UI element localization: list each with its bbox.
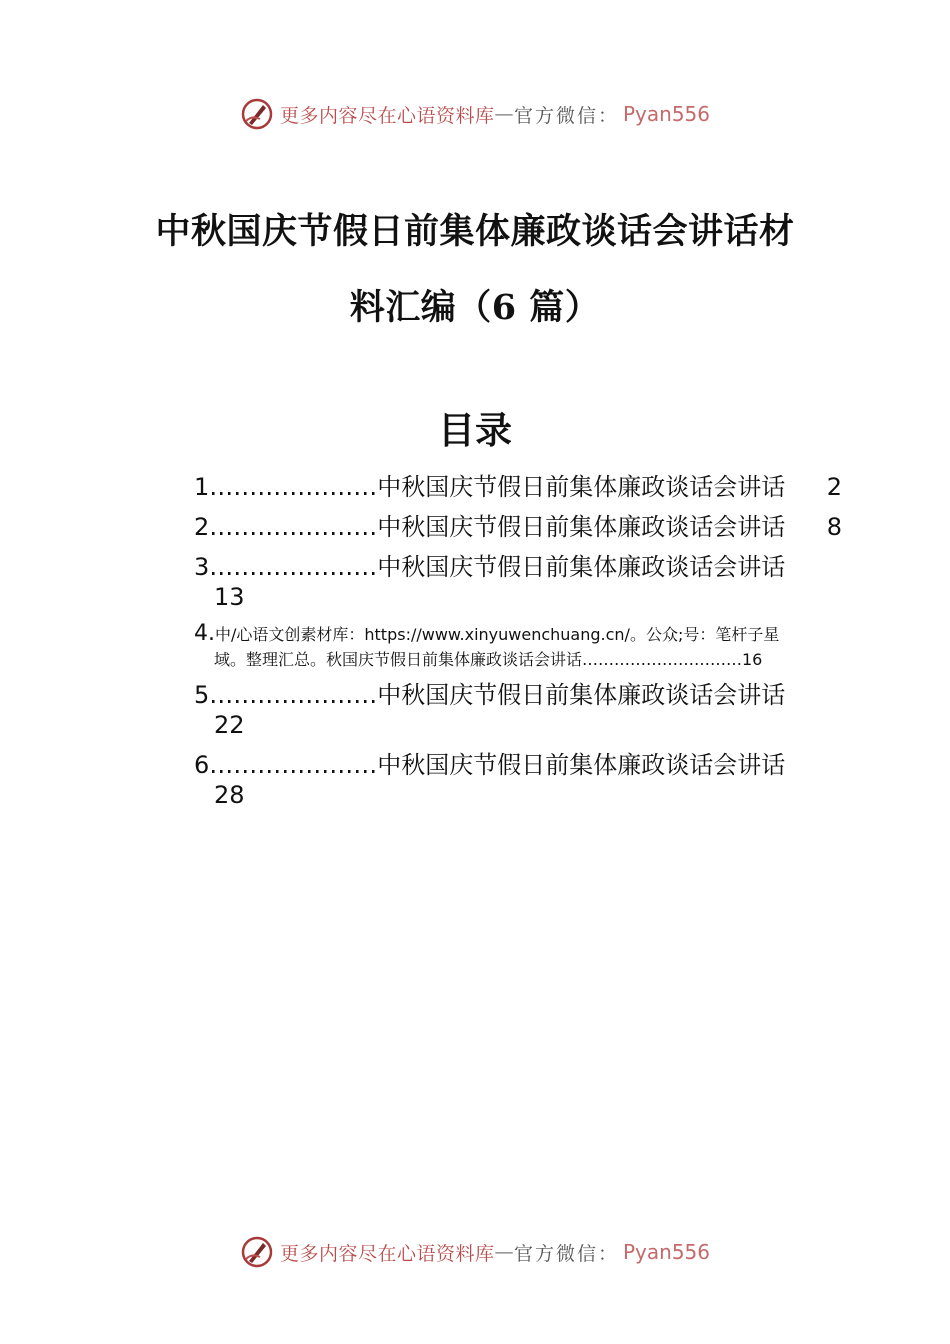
pen-logo-icon (240, 1235, 274, 1269)
toc-entry-text: 中/心语文创素材库：https://www.xinyuwenchuang.cn/。公众;号：笔杆子星 (215, 625, 780, 644)
toc-entry-6[interactable] (194, 750, 844, 780)
toc-entry-5[interactable] (194, 680, 844, 710)
banner-wechat-id: Pyan556 (623, 102, 711, 126)
footer-banner (0, 1232, 950, 1272)
toc-entry-4-cont: 域。整理汇总。秋国庆节假日前集体廉政谈话会讲话…………………………16 (214, 650, 763, 669)
toc-entry-4[interactable] (194, 622, 844, 647)
banner-wechat-label: 官方微信： (513, 104, 619, 127)
toc-entry-text: 5…………………中秋国庆节假日前集体廉政谈话会讲话 (194, 681, 786, 709)
banner-separator: — (494, 1241, 514, 1263)
toc-entry-text: 2…………………中秋国庆节假日前集体廉政谈话会讲话 (194, 513, 786, 541)
banner-text: 更多内容尽在心语资料库 (279, 104, 495, 127)
toc-entry-text: 3…………………中秋国庆节假日前集体廉政谈话会讲话 (194, 553, 786, 581)
toc-entry-page: 22 (214, 711, 245, 739)
banner-wechat-label: 官方微信： (513, 1242, 619, 1265)
banner-separator: — (494, 103, 514, 125)
toc-entry-3[interactable] (194, 552, 844, 582)
header-banner (0, 94, 950, 134)
toc-entry-text: 1…………………中秋国庆节假日前集体廉政谈话会讲话 (194, 473, 786, 501)
toc-entry-page: 2 (826, 473, 842, 501)
pen-logo-icon (240, 97, 274, 131)
toc-entry-1[interactable] (194, 472, 844, 502)
toc-entry-page: 13 (214, 583, 245, 611)
banner-text: 更多内容尽在心语资料库 (279, 1242, 495, 1265)
document-title-line1: 中秋国庆节假日前集体廉政谈话会讲话材 (155, 211, 795, 252)
toc-entry-number: 4. (194, 621, 215, 646)
toc-heading: 目录 (438, 408, 512, 452)
toc-entry-page: 28 (214, 781, 245, 809)
banner-wechat-id: Pyan556 (623, 1240, 711, 1264)
document-title-line2: 料汇编（6 篇） (349, 287, 601, 328)
toc-entry-text: 6…………………中秋国庆节假日前集体廉政谈话会讲话 (194, 751, 786, 779)
toc-entry-2[interactable] (194, 512, 844, 542)
toc-entry-page: 8 (826, 513, 842, 541)
